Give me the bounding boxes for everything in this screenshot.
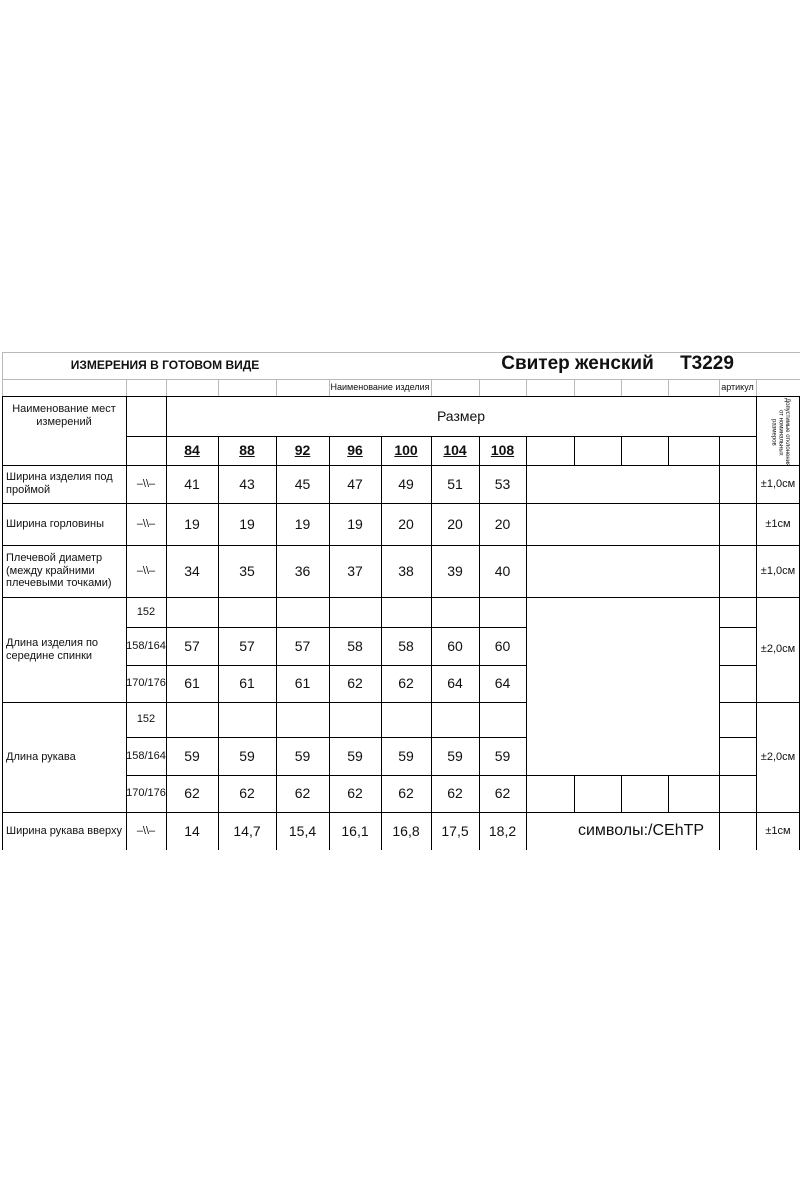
measure-value xyxy=(381,702,431,737)
measure-value: 57 xyxy=(184,637,200,654)
measure-value: 59 xyxy=(347,747,363,764)
measure-value: 57 xyxy=(239,637,255,654)
measure-label: Ширина рукава вверху xyxy=(6,824,122,837)
grid-line xyxy=(526,436,527,465)
grid-line xyxy=(479,379,480,396)
grid-line xyxy=(668,379,669,396)
article-caption: артикул xyxy=(721,382,754,393)
tolerance-value: ±1см xyxy=(765,824,791,837)
measure-value: 17,5 xyxy=(441,822,469,839)
tolerance-value: ±1см xyxy=(765,517,791,530)
grid-line xyxy=(668,436,669,465)
same-as-above-mark: –\\– xyxy=(136,477,156,490)
product-name: Свитер женский xyxy=(501,352,654,374)
measure-value: 19 xyxy=(239,515,255,532)
grid-line xyxy=(126,436,166,437)
measure-value: 59 xyxy=(184,747,200,764)
measure-header: Наименование мест измерений xyxy=(12,403,116,428)
care-symbols: символы:/СЕhТР xyxy=(577,821,705,839)
grid-line xyxy=(719,665,756,666)
measure-value: 59 xyxy=(494,747,511,764)
measure-value: 58 xyxy=(347,637,363,654)
tolerance-value: ±2,0см xyxy=(760,643,796,656)
grid-line xyxy=(431,379,432,396)
grid-line xyxy=(526,737,527,775)
height-label: 170/176 xyxy=(126,677,166,690)
size-104: 104 xyxy=(443,442,467,459)
measure-label: Ширина изделия под проймой xyxy=(6,471,113,496)
measure-label: Длина изделия по середине спинки xyxy=(6,636,99,662)
measure-value: 20 xyxy=(447,515,463,532)
measure-value: 53 xyxy=(494,475,511,492)
measure-value: 39 xyxy=(447,562,463,579)
measure-value xyxy=(431,702,479,737)
grid-line xyxy=(668,775,669,812)
measure-value xyxy=(479,702,526,737)
measure-value: 59 xyxy=(239,747,255,764)
measure-value: 62 xyxy=(494,785,511,802)
measure-value: 20 xyxy=(398,515,414,532)
grid-line xyxy=(719,436,720,850)
height-label: 158/164 xyxy=(126,639,166,652)
measure-label: Длина рукава xyxy=(6,750,76,763)
measure-value xyxy=(276,597,329,627)
measure-value: 59 xyxy=(294,747,311,764)
measure-value: 60 xyxy=(447,637,463,654)
measure-value: 47 xyxy=(347,475,363,492)
measure-value: 59 xyxy=(398,747,414,764)
measure-value: 14,7 xyxy=(233,822,261,839)
grid-line xyxy=(719,737,756,738)
measure-value: 62 xyxy=(184,785,200,802)
measure-value: 49 xyxy=(398,475,414,492)
height-label: 152 xyxy=(136,605,156,618)
size-96: 96 xyxy=(347,442,363,459)
grid-line xyxy=(126,379,127,396)
grid-line xyxy=(621,379,622,396)
measure-value: 15,4 xyxy=(288,822,317,839)
size-header: Размер xyxy=(436,407,486,424)
page-title: ИЗМЕРЕНИЯ В ГОТОВОМ ВИДЕ xyxy=(70,357,260,372)
measure-value: 62 xyxy=(294,785,311,802)
grid-line xyxy=(166,379,167,396)
measure-value: 19 xyxy=(294,515,311,532)
measure-value: 40 xyxy=(494,562,511,579)
measure-label: Ширина горловины xyxy=(6,517,104,530)
tolerance-value: ±1,0см xyxy=(760,477,796,490)
measure-value: 62 xyxy=(398,785,414,802)
size-92: 92 xyxy=(294,442,311,459)
measure-value: 57 xyxy=(294,637,311,654)
measure-value xyxy=(329,702,381,737)
tolerance-value: ±1,0см xyxy=(760,564,796,577)
measure-value xyxy=(381,597,431,627)
grid-line xyxy=(526,379,527,396)
measure-value: 62 xyxy=(447,785,463,802)
measure-value xyxy=(431,597,479,627)
measure-value xyxy=(276,702,329,737)
measure-value: 20 xyxy=(494,515,511,532)
size-108: 108 xyxy=(490,442,515,459)
product-name-caption: Наименование изделия xyxy=(330,382,430,393)
measure-value: 51 xyxy=(447,475,463,492)
measure-value xyxy=(218,702,276,737)
grid-line xyxy=(756,379,757,396)
measure-label: Плечевой диаметр (между крайними плечевыми точками) xyxy=(6,552,112,590)
height-label: 170/176 xyxy=(126,787,166,800)
measure-value: 16,1 xyxy=(341,822,369,839)
same-as-above-mark: –\\– xyxy=(136,517,156,530)
grid-line xyxy=(574,436,575,465)
grid-line xyxy=(574,775,575,812)
measure-value xyxy=(166,597,218,627)
measure-value xyxy=(166,702,218,737)
grid-line xyxy=(621,775,622,812)
measure-value: 64 xyxy=(447,675,463,692)
measure-value: 41 xyxy=(184,475,200,492)
grid-line xyxy=(719,627,756,628)
measure-value: 61 xyxy=(294,675,311,692)
measure-value: 62 xyxy=(347,675,363,692)
measure-value: 37 xyxy=(347,562,363,579)
measure-value: 43 xyxy=(239,475,255,492)
measure-value: 18,2 xyxy=(488,822,517,839)
measure-value: 19 xyxy=(347,515,363,532)
height-label: 158/164 xyxy=(126,749,166,762)
height-label: 152 xyxy=(136,713,156,726)
measure-value: 64 xyxy=(494,675,511,692)
size-100: 100 xyxy=(394,442,418,459)
measure-value: 34 xyxy=(184,562,200,579)
measure-value: 62 xyxy=(239,785,255,802)
measure-value: 62 xyxy=(398,675,414,692)
grid-line xyxy=(2,352,3,396)
grid-line xyxy=(276,379,277,396)
tolerance-value: ±2,0см xyxy=(760,750,796,763)
measure-value: 14 xyxy=(184,822,200,839)
grid-line xyxy=(574,379,575,396)
measure-value xyxy=(329,597,381,627)
measure-value: 38 xyxy=(398,562,414,579)
measure-value: 16,8 xyxy=(392,822,420,839)
measure-value: 36 xyxy=(294,562,311,579)
tolerance-header: Допустимые отклонения от номинальных размеров xyxy=(770,398,790,467)
measure-value: 35 xyxy=(239,562,255,579)
grid-line xyxy=(621,436,622,465)
measure-value: 60 xyxy=(494,637,511,654)
measure-value xyxy=(479,597,526,627)
measure-value: 58 xyxy=(398,637,414,654)
measure-value: 59 xyxy=(447,747,463,764)
grid-line xyxy=(218,379,219,396)
measure-value: 61 xyxy=(184,675,200,692)
same-as-above-mark: –\\– xyxy=(136,564,156,577)
size-84: 84 xyxy=(184,442,200,459)
same-as-above-mark: –\\– xyxy=(136,824,156,837)
measure-value: 19 xyxy=(184,515,200,532)
measure-value: 62 xyxy=(347,785,363,802)
article-number: Т3229 xyxy=(680,352,734,374)
size-88: 88 xyxy=(239,442,255,459)
measure-value: 45 xyxy=(294,475,311,492)
measure-value xyxy=(218,597,276,627)
measure-value: 61 xyxy=(239,675,255,692)
